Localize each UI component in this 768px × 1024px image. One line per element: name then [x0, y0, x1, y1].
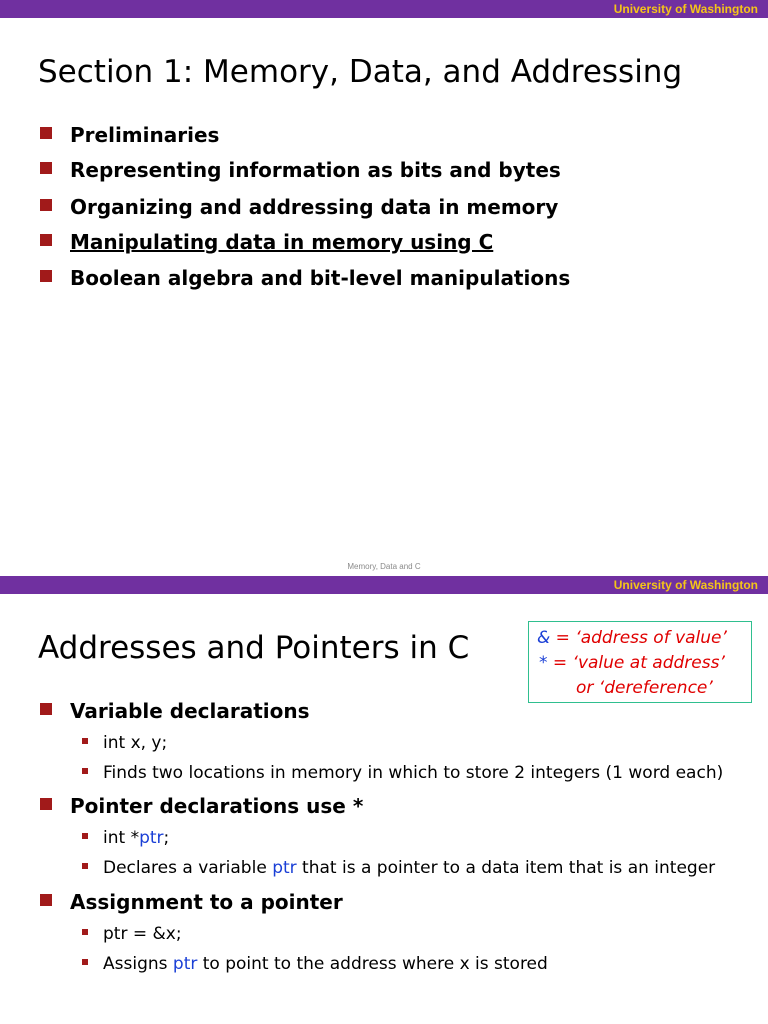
ptr-highlight: ptr — [272, 858, 297, 878]
bullet-heading: Variable declarations — [70, 699, 310, 723]
asterisk-symbol: * — [539, 653, 548, 673]
slide1-title: Section 1: Memory, Data, and Addressing — [38, 54, 683, 90]
sub-bullet-text: Finds two locations in memory in which to store 2 integers (1 word each) — [103, 763, 724, 783]
bullet-heading: Assignment to a pointer — [70, 890, 343, 914]
bullet-heading: Pointer declarations use * — [70, 794, 364, 818]
slide2-title: Addresses and Pointers in C — [38, 630, 470, 666]
header-bar — [0, 0, 768, 18]
slide-footer: Memory, Data and C — [347, 562, 421, 571]
bullet-text: Representing information as bits and bytes — [70, 158, 561, 182]
sub-bullet-square-icon — [82, 863, 88, 869]
bullet-text: Boolean algebra and bit-level manipulations — [70, 266, 571, 290]
bullet-square-icon — [40, 798, 52, 810]
sub-bullet-text: int *ptr; — [103, 828, 170, 848]
ptr-highlight: ptr — [172, 954, 198, 974]
legend-value-at — [539, 651, 725, 676]
header-bar — [0, 576, 768, 594]
institution-label: University of Washington — [613, 2, 758, 16]
sub-bullet-text: Declares a variable ptr that is a pointer to a data item that is an integer — [103, 858, 716, 878]
legend-address-of — [537, 626, 727, 651]
ampersand-meaning: = ‘address of value’ — [550, 628, 727, 648]
sub-bullet-square-icon — [82, 959, 88, 965]
bullet-square-icon — [40, 127, 52, 139]
bullet-text-current-topic: Manipulating data in memory using C — [70, 230, 494, 254]
operator-legend-box — [528, 621, 752, 703]
sub-bullet-text: ptr = &x; — [103, 924, 182, 944]
sub-bullet-text: Assigns ptr to point to the address where x is stored — [103, 954, 548, 974]
ptr-highlight: ptr — [139, 828, 164, 848]
bullet-square-icon — [40, 894, 52, 906]
sub-bullet-square-icon — [82, 768, 88, 774]
asterisk-meaning: = ‘value at address’ — [547, 653, 725, 673]
bullet-square-icon — [40, 162, 52, 174]
ampersand-symbol: & — [537, 628, 551, 648]
sub-bullet-square-icon — [82, 929, 88, 935]
sub-bullet-square-icon — [82, 833, 88, 839]
bullet-square-icon — [40, 234, 52, 246]
bullet-text: Preliminaries — [70, 123, 220, 147]
bullet-square-icon — [40, 270, 52, 282]
bullet-text: Organizing and addressing data in memory — [70, 195, 559, 219]
legend-dereference: or ‘dereference’ — [576, 678, 713, 698]
bullet-square-icon — [40, 199, 52, 211]
sub-bullet-square-icon — [82, 738, 88, 744]
sub-bullet-text: int x, y; — [103, 733, 168, 753]
institution-label: University of Washington — [613, 578, 758, 592]
bullet-square-icon — [40, 703, 52, 715]
